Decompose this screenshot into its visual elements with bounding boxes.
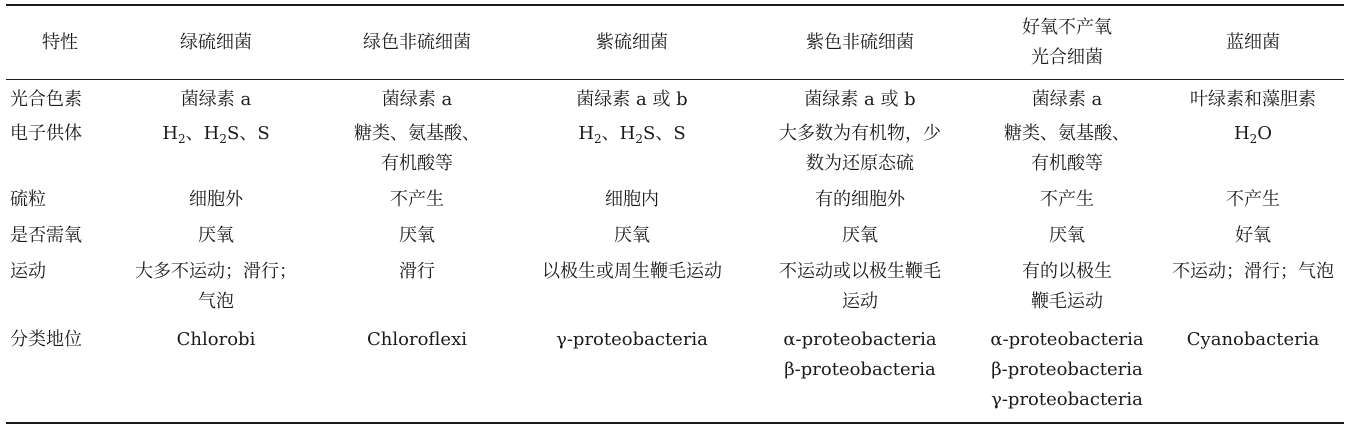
row-label: 分类地位 [10,329,82,350]
table-row-motility [6,253,1344,321]
table-cell: 不运动；滑行；气泡 [1172,261,1334,282]
table-cell: $H_2$、$H_2S$、S [578,123,686,146]
table-row-sulfur-granule [6,181,1344,217]
table-cell: 不运动或以极生鞭毛 运动 [779,261,941,312]
phototrophic-bacteria-table [6,6,1344,415]
table-cell: 不产生 [390,189,444,210]
bottom-rule [6,422,1344,424]
header-cyanobacteria: 蓝细菌 [1226,31,1280,53]
table-row-taxonomy [6,321,1344,415]
header-purple-nonsulfur: 紫色非硫细菌 [806,31,914,53]
table-cell: 厌氧 [614,225,650,246]
table-cell: $H_2O$ [1233,123,1273,146]
row-label: 硫粒 [10,189,46,210]
table-cell: 不产生 [1226,189,1280,210]
table-cell: 大多不运动；滑行； 气泡 [135,261,297,312]
table-cell: 不产生 [1040,189,1094,210]
table-cell: 好氧 [1235,225,1271,246]
header-green-sulfur: 绿硫细菌 [180,31,252,53]
table-cell: 厌氧 [399,225,435,246]
table-cell: 菌绿素 a [180,89,252,110]
table-cell: 厌氧 [198,225,234,246]
table-cell: Chlorobi [176,329,256,350]
header-green-nonsulfur: 绿色非硫细菌 [363,31,471,53]
table-cell: α-proteobacteria β-proteobacteria [783,329,937,380]
header-row [6,6,1344,79]
header-purple-sulfur: 紫硫细菌 [596,31,668,53]
table-row-pigment [6,79,1344,115]
table-cell: 厌氧 [1049,225,1085,246]
table-cell: α-proteobacteria β-proteobacteria γ-proteobacteria [990,329,1144,410]
table-cell: 厌氧 [842,225,878,246]
table-cell: $H_2$、$H_2S$、S [162,123,270,146]
table-cell: 菌绿素 a 或 b [804,89,916,110]
table-cell: 细胞外 [189,189,243,210]
table-cell: 以极生或周生鞭毛运动 [542,261,722,282]
header-feature: 特性 [42,31,78,53]
table-cell: 糖类、氨基酸、 有机酸等 [1004,123,1130,174]
table-row-electron-donor [6,115,1344,181]
row-label: 是否需氧 [10,225,82,246]
header-aerobic-anoxygenic: 好氧不产氧 光合细菌 [1022,16,1112,68]
table-cell: 有的以极生 鞭毛运动 [1022,261,1112,312]
table-cell: 叶绿素和藻胆素 [1190,89,1316,110]
row-label: 光合色素 [10,89,82,110]
table-cell: Cyanobacteria [1186,329,1320,350]
table-cell: Chloroflexi [367,329,467,350]
table-cell: 糖类、氨基酸、 有机酸等 [354,123,480,174]
table-row-oxygen-requirement [6,217,1344,253]
table-cell: 菌绿素 a [381,89,453,110]
table-cell: 有的细胞外 [815,189,905,210]
table-cell: 细胞内 [605,189,659,210]
table-cell: 滑行 [399,261,435,282]
table-cell: 大多数为有机物，少 数为还原态硫 [779,123,941,174]
row-label: 电子供体 [10,123,82,144]
table-cell: γ-proteobacteria [556,329,708,350]
row-label: 运动 [10,261,46,282]
table-cell: 菌绿素 a [1031,89,1103,110]
table-cell: 菌绿素 a 或 b [576,89,688,110]
